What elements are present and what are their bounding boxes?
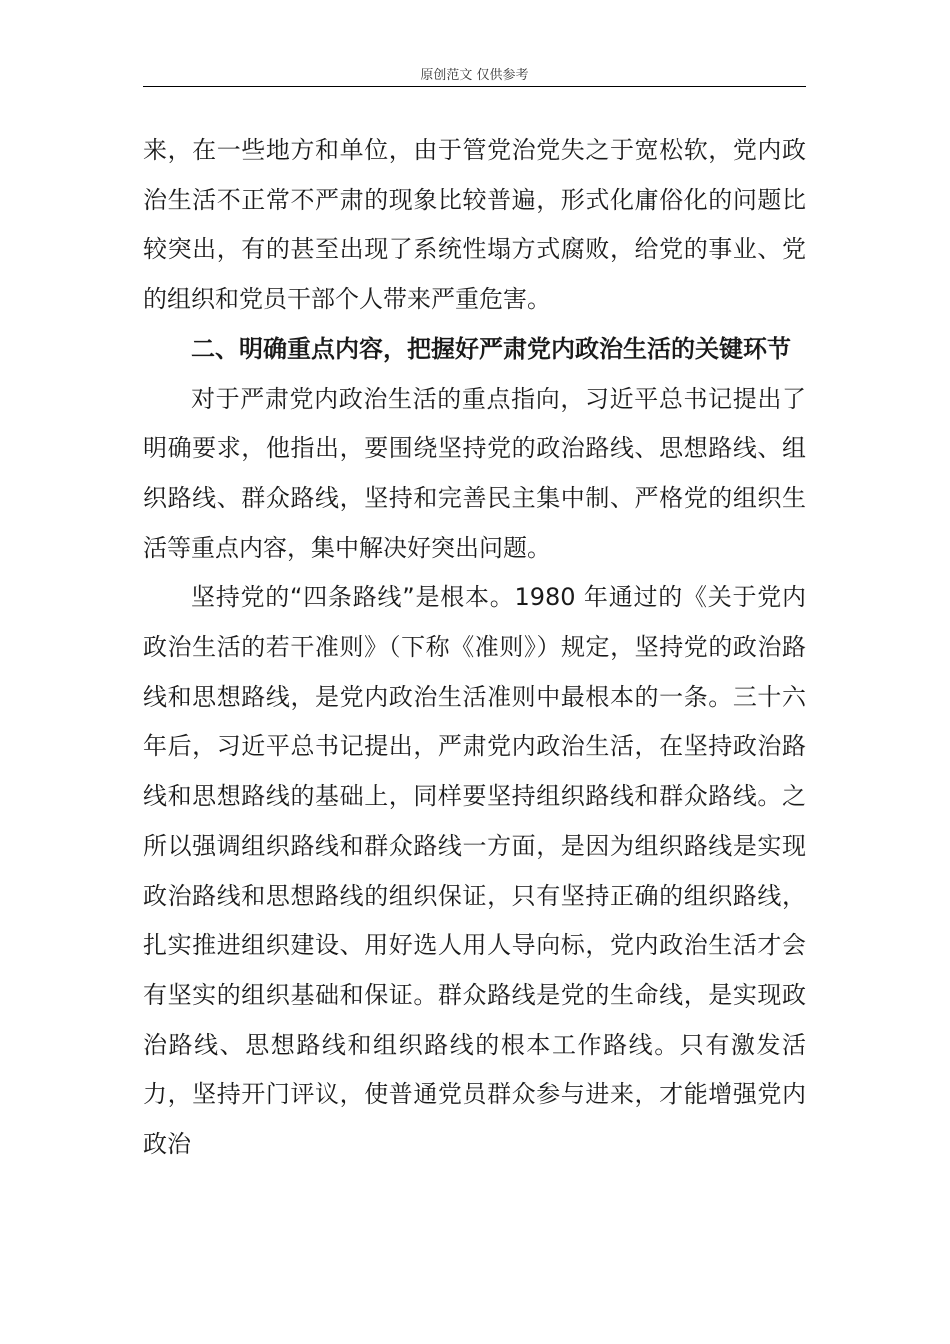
paragraph-key-points: 对于严肃党内政治生活的重点指向，习近平总书记提出了明确要求，他指出，要围绕坚持党的政治路线、思想路线、组织路线、群众路线，坚持和完善民主集中制、严格党的组织生活等重点内容，集中解决好突出问题。 [143, 384, 806, 562]
page-header: 原创范文 仅供参考 [143, 66, 806, 87]
section-heading: 二、明确重点内容，把握好严肃党内政治生活的关键环节 [191, 334, 791, 363]
document-body [143, 126, 806, 1170]
paragraph-continuation: 来，在一些地方和单位，由于管党治党失之于宽松软，党内政治生活不正常不严肃的现象比较普遍，形式化庸俗化的问题比较突出，有的甚至出现了系统性塌方式腐败，给党的事业、党的组织和党员干部个人带来严重危害。 [143, 136, 806, 314]
paragraph-four-lines: 坚持党的“四条路线”是根本。1980 年通过的《关于党内政治生活的若干准则》（下称《准则》）规定，坚持党的政治路线和思想路线，是党内政治生活准则中最根本的一条。三十六年后，习近平总书记提出，严肃党内政治生活，在坚持政治路线和思想路线的基础上，同样要坚持组织路线和群众路线。之所以强调组织路线和群众路线一方面，是因为组织路线是实现政治路线和思想路线的组织保证，只有坚持正确的组织路线，扎实推进组织建设、用好选人用人导向标，党内政治生活才会有坚实的组织基础和保证。群众路线是党的生命线，是实现政治路线、思想路线和组织路线的根本工作路线。只有激发活力，坚持开门评议，使普通党员群众参与进来，才能增强党内政治 [143, 583, 806, 1159]
